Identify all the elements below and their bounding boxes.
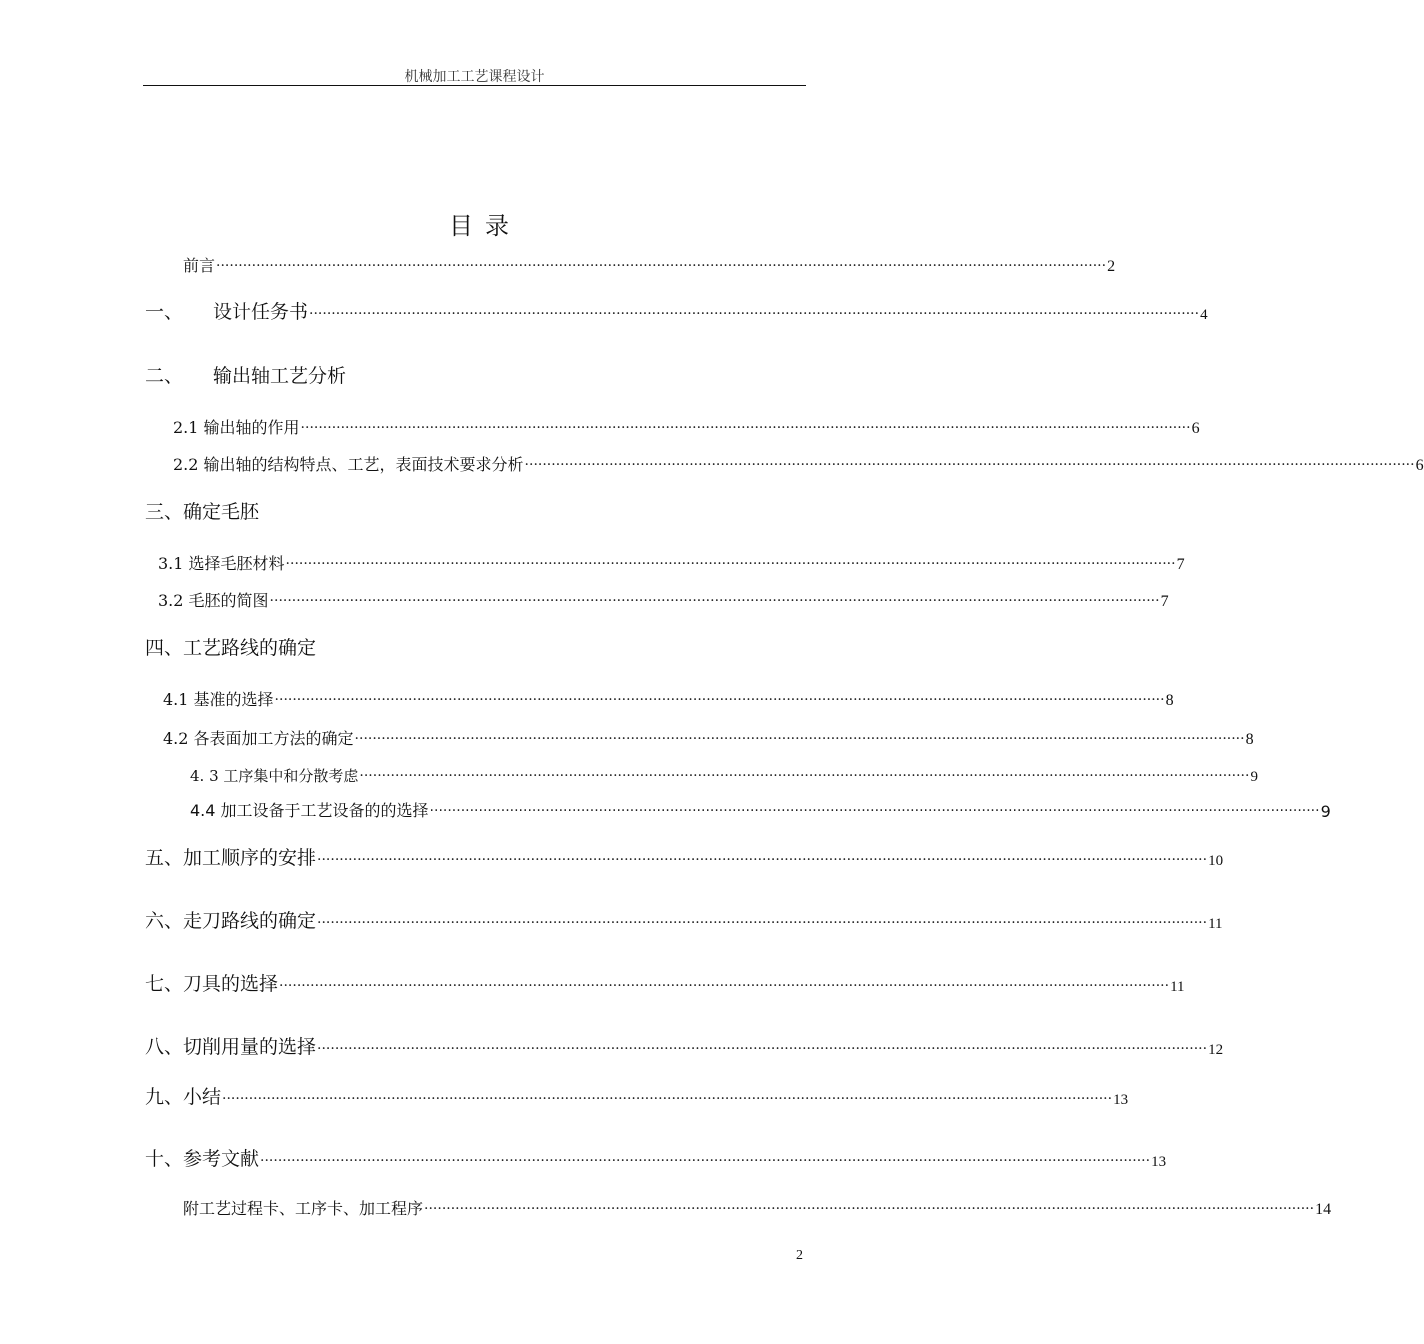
dot-leader: ········································································································································································································ xyxy=(300,420,1191,436)
dot-leader: ········································································································································································································ xyxy=(279,978,1170,994)
dot-leader: ········································································································································································································ xyxy=(317,852,1208,868)
dot-leader: ········································································································································································································ xyxy=(317,915,1208,931)
dot-leader: ········································································································································································································ xyxy=(274,692,1165,708)
toc-entry-label: 七、刀具的选择 xyxy=(145,973,279,995)
toc-entry-label: 输出轴工艺分析 xyxy=(213,365,347,387)
toc-title: 目录 xyxy=(449,212,521,240)
toc-entry-number: 二、 xyxy=(145,365,184,387)
toc-entry-page: 13 xyxy=(1113,1092,1129,1108)
toc-entry-page: 13 xyxy=(1151,1154,1167,1170)
toc-entry-label: 2.1 输出轴的作用 xyxy=(173,418,300,437)
toc-entry-page: 9 xyxy=(1250,769,1258,785)
toc-entry-label: 设计任务书 xyxy=(213,301,309,323)
dot-leader: ········································································································································································································ xyxy=(216,258,1107,274)
toc-entry-page: 11 xyxy=(1208,916,1223,932)
toc-entry-label: 3.1 选择毛胚材料 xyxy=(158,554,285,573)
toc-entry[interactable] xyxy=(145,1143,1167,1171)
toc-entry-label: 附工艺过程卡、工序卡、加工程序 xyxy=(183,1199,424,1218)
dot-leader: ········································································································································································································ xyxy=(429,803,1320,819)
toc-entry-label: 六、走刀路线的确定 xyxy=(145,910,317,932)
toc-entry[interactable] xyxy=(190,758,1258,786)
header-divider xyxy=(143,85,806,86)
toc-entry[interactable] xyxy=(183,1191,1332,1219)
toc-entry-page: 7 xyxy=(1160,593,1169,610)
dot-leader: ········································································································································································································ xyxy=(285,556,1176,572)
toc-entry[interactable] xyxy=(145,1031,1224,1059)
toc-entry[interactable] xyxy=(183,248,1116,276)
toc-entry-page: 12 xyxy=(1208,1042,1224,1058)
toc-entry[interactable] xyxy=(145,905,1223,933)
toc-entry[interactable] xyxy=(145,296,1208,324)
toc-entry-label: 十、参考文献 xyxy=(145,1148,260,1170)
toc-entry-label: 九、小结 xyxy=(145,1086,222,1108)
dot-leader: ········································································································································································································ xyxy=(359,768,1250,784)
toc-entry[interactable] xyxy=(173,447,1424,475)
dot-leader: ········································································································································································································ xyxy=(424,1201,1315,1217)
toc-entry[interactable] xyxy=(145,842,1224,870)
toc-entry[interactable] xyxy=(163,721,1254,749)
toc-entry[interactable] xyxy=(173,410,1200,438)
toc-entry-page: 7 xyxy=(1176,556,1185,573)
toc-entry[interactable] xyxy=(145,1081,1129,1109)
toc-entry-label: 4.2 各表面加工方法的确定 xyxy=(163,729,354,748)
toc-entry-label: 五、加工顺序的安排 xyxy=(145,847,317,869)
toc-entry-label: 4. 3 工序集中和分散考虑 xyxy=(190,767,359,785)
toc-entry-number: 一、 xyxy=(145,301,184,323)
dot-leader: ········································································································································································································ xyxy=(317,1041,1208,1057)
toc-entry-page: 10 xyxy=(1208,853,1224,869)
toc-entry[interactable] xyxy=(145,632,445,660)
toc-entry-label: 三、确定毛胚 xyxy=(145,501,260,523)
toc-entry-label: 4.1 基准的选择 xyxy=(163,690,274,709)
toc-entry-label: 前言 xyxy=(183,256,216,275)
toc-entry[interactable] xyxy=(145,496,445,524)
toc-entry-page: 14 xyxy=(1315,1201,1332,1218)
toc-entry-page: 6 xyxy=(1415,457,1424,474)
toc-entry-page: 8 xyxy=(1245,731,1254,748)
dot-leader: ········································································································································································································ xyxy=(222,1091,1113,1107)
toc-entry-label: 4.4 加工设备于工艺设备的的选择 xyxy=(190,801,429,820)
dot-leader: ········································································································································································································ xyxy=(524,457,1415,473)
dot-leader: ········································································································································································································ xyxy=(260,1153,1151,1169)
dot-leader: ········································································································································································································ xyxy=(309,306,1200,322)
toc-entry[interactable] xyxy=(190,793,1331,821)
toc-entry-label: 四、工艺路线的确定 xyxy=(145,637,317,659)
toc-entry[interactable] xyxy=(163,682,1174,710)
toc-entry[interactable] xyxy=(145,360,545,388)
toc-entry-page: 8 xyxy=(1165,692,1174,709)
toc-entry-label: 2.2 输出轴的结构特点、工艺，表面技术要求分析 xyxy=(173,455,524,474)
toc-entry-page: 2 xyxy=(1107,258,1116,275)
dot-leader: ········································································································································································································ xyxy=(354,731,1245,747)
page-number: 2 xyxy=(796,1248,803,1263)
toc-entry-page: 6 xyxy=(1191,420,1200,437)
toc-entry[interactable] xyxy=(158,583,1169,611)
toc-entry-label: 八、切削用量的选择 xyxy=(145,1036,317,1058)
toc-entry[interactable] xyxy=(158,546,1185,574)
toc-entry-page: 11 xyxy=(1170,979,1185,995)
running-header-title: 机械加工工艺课程设计 xyxy=(404,69,545,85)
toc-entry-page: 4 xyxy=(1200,307,1208,323)
dot-leader: ········································································································································································································ xyxy=(269,593,1160,609)
toc-entry[interactable] xyxy=(145,968,1185,996)
toc-entry-label: 3.2 毛胚的简图 xyxy=(158,591,269,610)
toc-entry-page: 9 xyxy=(1320,802,1331,821)
